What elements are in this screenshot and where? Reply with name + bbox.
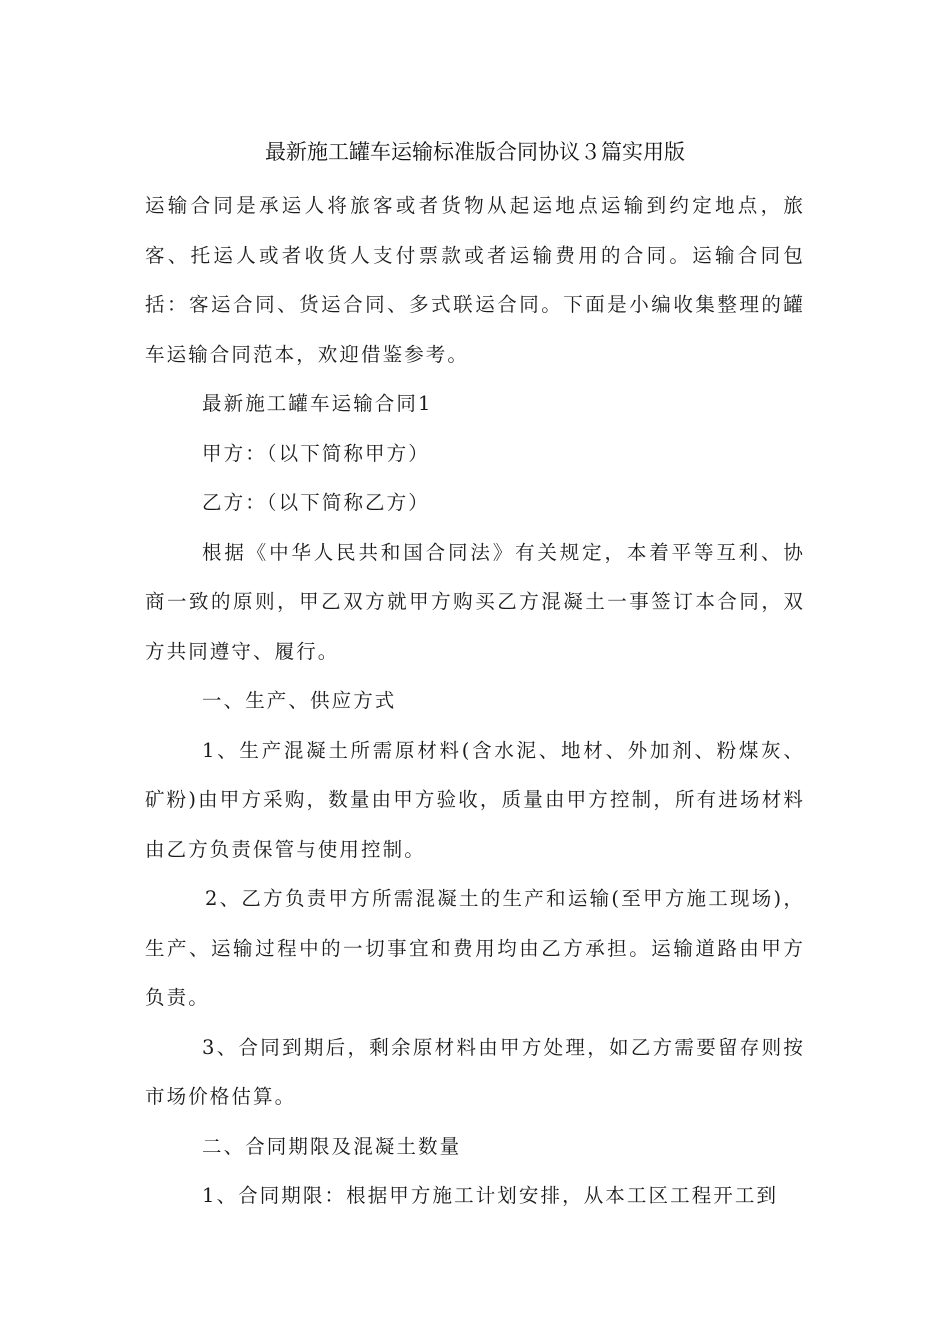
party-b-line: 乙方：（以下简称乙方） xyxy=(202,491,430,514)
clause-1-2: 2、乙方负责甲方所需混凝土的生产和运输(至甲方施工现场)，生产、运输过程中的一切事宜和费用均由乙方承担。运输道路由甲方负责。 xyxy=(145,887,805,1009)
party-a-line: 甲方：（以下简称甲方） xyxy=(202,441,430,465)
contract-heading: 最新施工罐车运输合同1 xyxy=(202,392,433,415)
document-body xyxy=(145,181,805,1221)
preamble-paragraph: 根据《中华人民共和国合同法》有关规定，本着平等互利、协商一致的原则，甲乙双方就甲方购买乙方混凝土一事签订本合同，双方共同遵守、履行。 xyxy=(145,540,805,663)
clause-1-3: 3、合同到期后，剩余原材料由甲方处理，如乙方需要留存则按市场价格估算。 xyxy=(145,1035,805,1108)
clause-1-1: 1、生产混凝土所需原材料(含水泥、地材、外加剂、粉煤灰、矿粉)由甲方采购，数量由甲方验收，质量由甲方控制，所有进场材料由乙方负责保管与使用控制。 xyxy=(145,738,805,861)
clause-2-1: 1、合同期限：根据甲方施工计划安排，从本工区工程开工到 xyxy=(202,1184,779,1207)
section-heading-1: 一、生产、供应方式 xyxy=(202,689,397,712)
document-title: 最新施工罐车运输标准版合同协议３篇实用版 xyxy=(265,140,685,164)
intro-paragraph: 运输合同是承运人将旅客或者货物从起运地点运输到约定地点，旅客、托运人或者收货人支付票款或者运输费用的合同。运输合同包括：客运合同、货运合同、多式联运合同。下面是小编收集整理的罐车运输合同范本，欢迎借鉴参考。 xyxy=(145,194,805,366)
section-heading-2: 二、合同期限及混凝土数量 xyxy=(202,1134,462,1158)
